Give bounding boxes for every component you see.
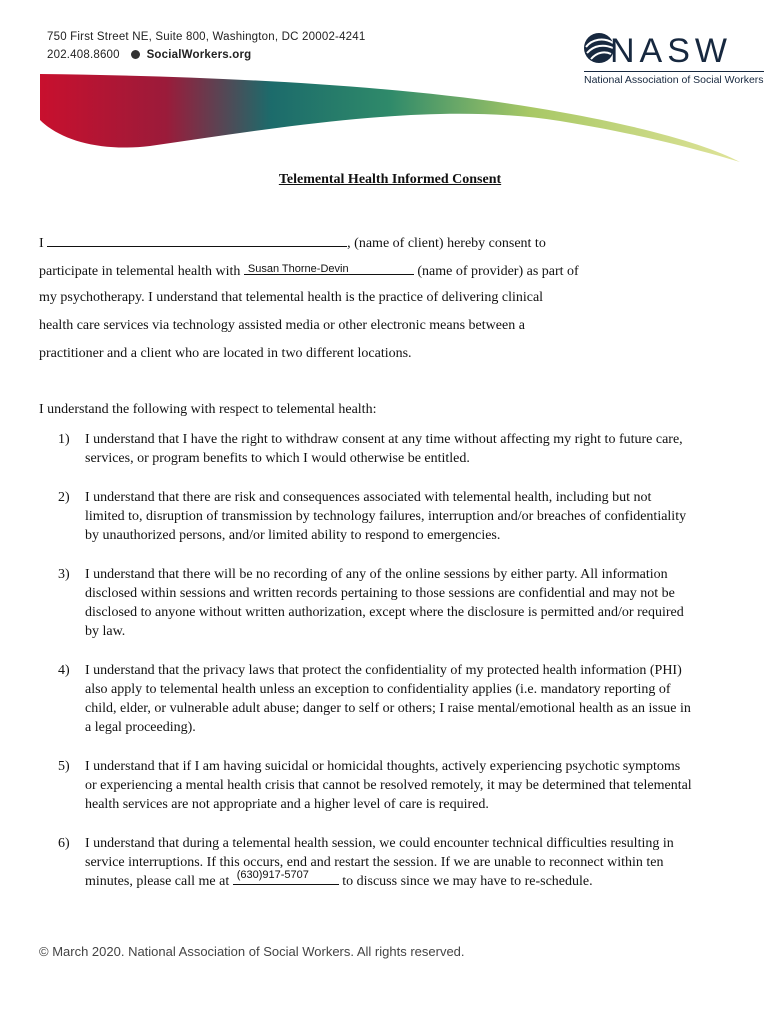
organization-website[interactable]: SocialWorkers.org [146,49,252,61]
copyright-footer: © March 2020. National Association of Social Workers. All rights reserved. [39,944,465,959]
list-item: 3) I understand that there will be no recording of any of the online sessions by either party. All information disclosed within sessions and written records pertaining to those sessions are confidential and may not be disclosed to anyone without written authorization, except where the disclosure is permitted and/or required by law. [58,567,684,639]
organization-phone: 202.408.8600 [47,49,120,61]
list-item: 1) I understand that I have the right to withdraw consent at any time without affecting my right to future care, services, or program benefits to which I would otherwise be entitled. [58,432,683,466]
consent-line-5: practitioner and a client who are located in two different locations. [39,346,412,361]
globe-icon [131,50,140,59]
nasw-logo [582,31,764,87]
logo-subtitle: National Association of Social Workers [584,71,764,86]
logo-wordmark: NASW [610,32,732,70]
consent-line-4: health care services via technology assisted media or other electronic means between a [39,318,525,333]
consent-line-2: participate in telemental health with Susan Thorne-Devin (name of provider) as part of [39,263,579,279]
organization-contact [47,49,251,61]
terms-list [39,430,744,891]
provider-name-field[interactable]: Susan Thorne-Devin [244,262,414,275]
consent-line-3: my psychotherapy. I understand that telemental health is the practice of delivering clinical [39,290,544,305]
list-item: 4) I understand that the privacy laws that protect the confidentiality of my protected health information (PHI) also apply to telemental health unless an exception to confidentiality applies (i.e. mandatory reporting of child, elder, or vulnerable adult abuse; danger to self or others; I raise mental/emotional health as an issue in a legal proceeding). [58,663,691,735]
list-item: 5) I understand that if I am having suicidal or homicidal thoughts, actively experiencing psychotic symptoms or experiencing a mental health crisis that cannot be resolved remotely, it may be determined that telemental health services are not appropriate and a higher level of care is required. [58,759,692,812]
list-item: 6) I understand that during a telemental health session, we could encounter technical difficulties resulting in service interruptions. If this occurs, end and restart the session. If we are unable to reconnect within ten minutes, please call me at (630)917-5707 to discuss since we may have to re-schedule. [58,836,674,889]
client-name-field[interactable] [47,234,347,247]
callback-phone-field[interactable]: (630)917-5707 [233,872,339,885]
organization-address: 750 First Street NE, Suite 800, Washington, DC 20002-4241 [47,31,366,43]
consent-line-1: I , (name of client) hereby consent to [39,236,546,251]
document-title: Telemental Health Informed Consent [278,172,502,187]
list-item: 2) I understand that there are risk and consequences associated with telemental health, including but not limited to, disruption of transmission by technology failures, interruption and/or breaches of confidentiality by unauthorized persons, and/or limited ability to respond to emergencies. [58,490,687,543]
terms-intro: I understand the following with respect to telemental health: [39,402,377,417]
